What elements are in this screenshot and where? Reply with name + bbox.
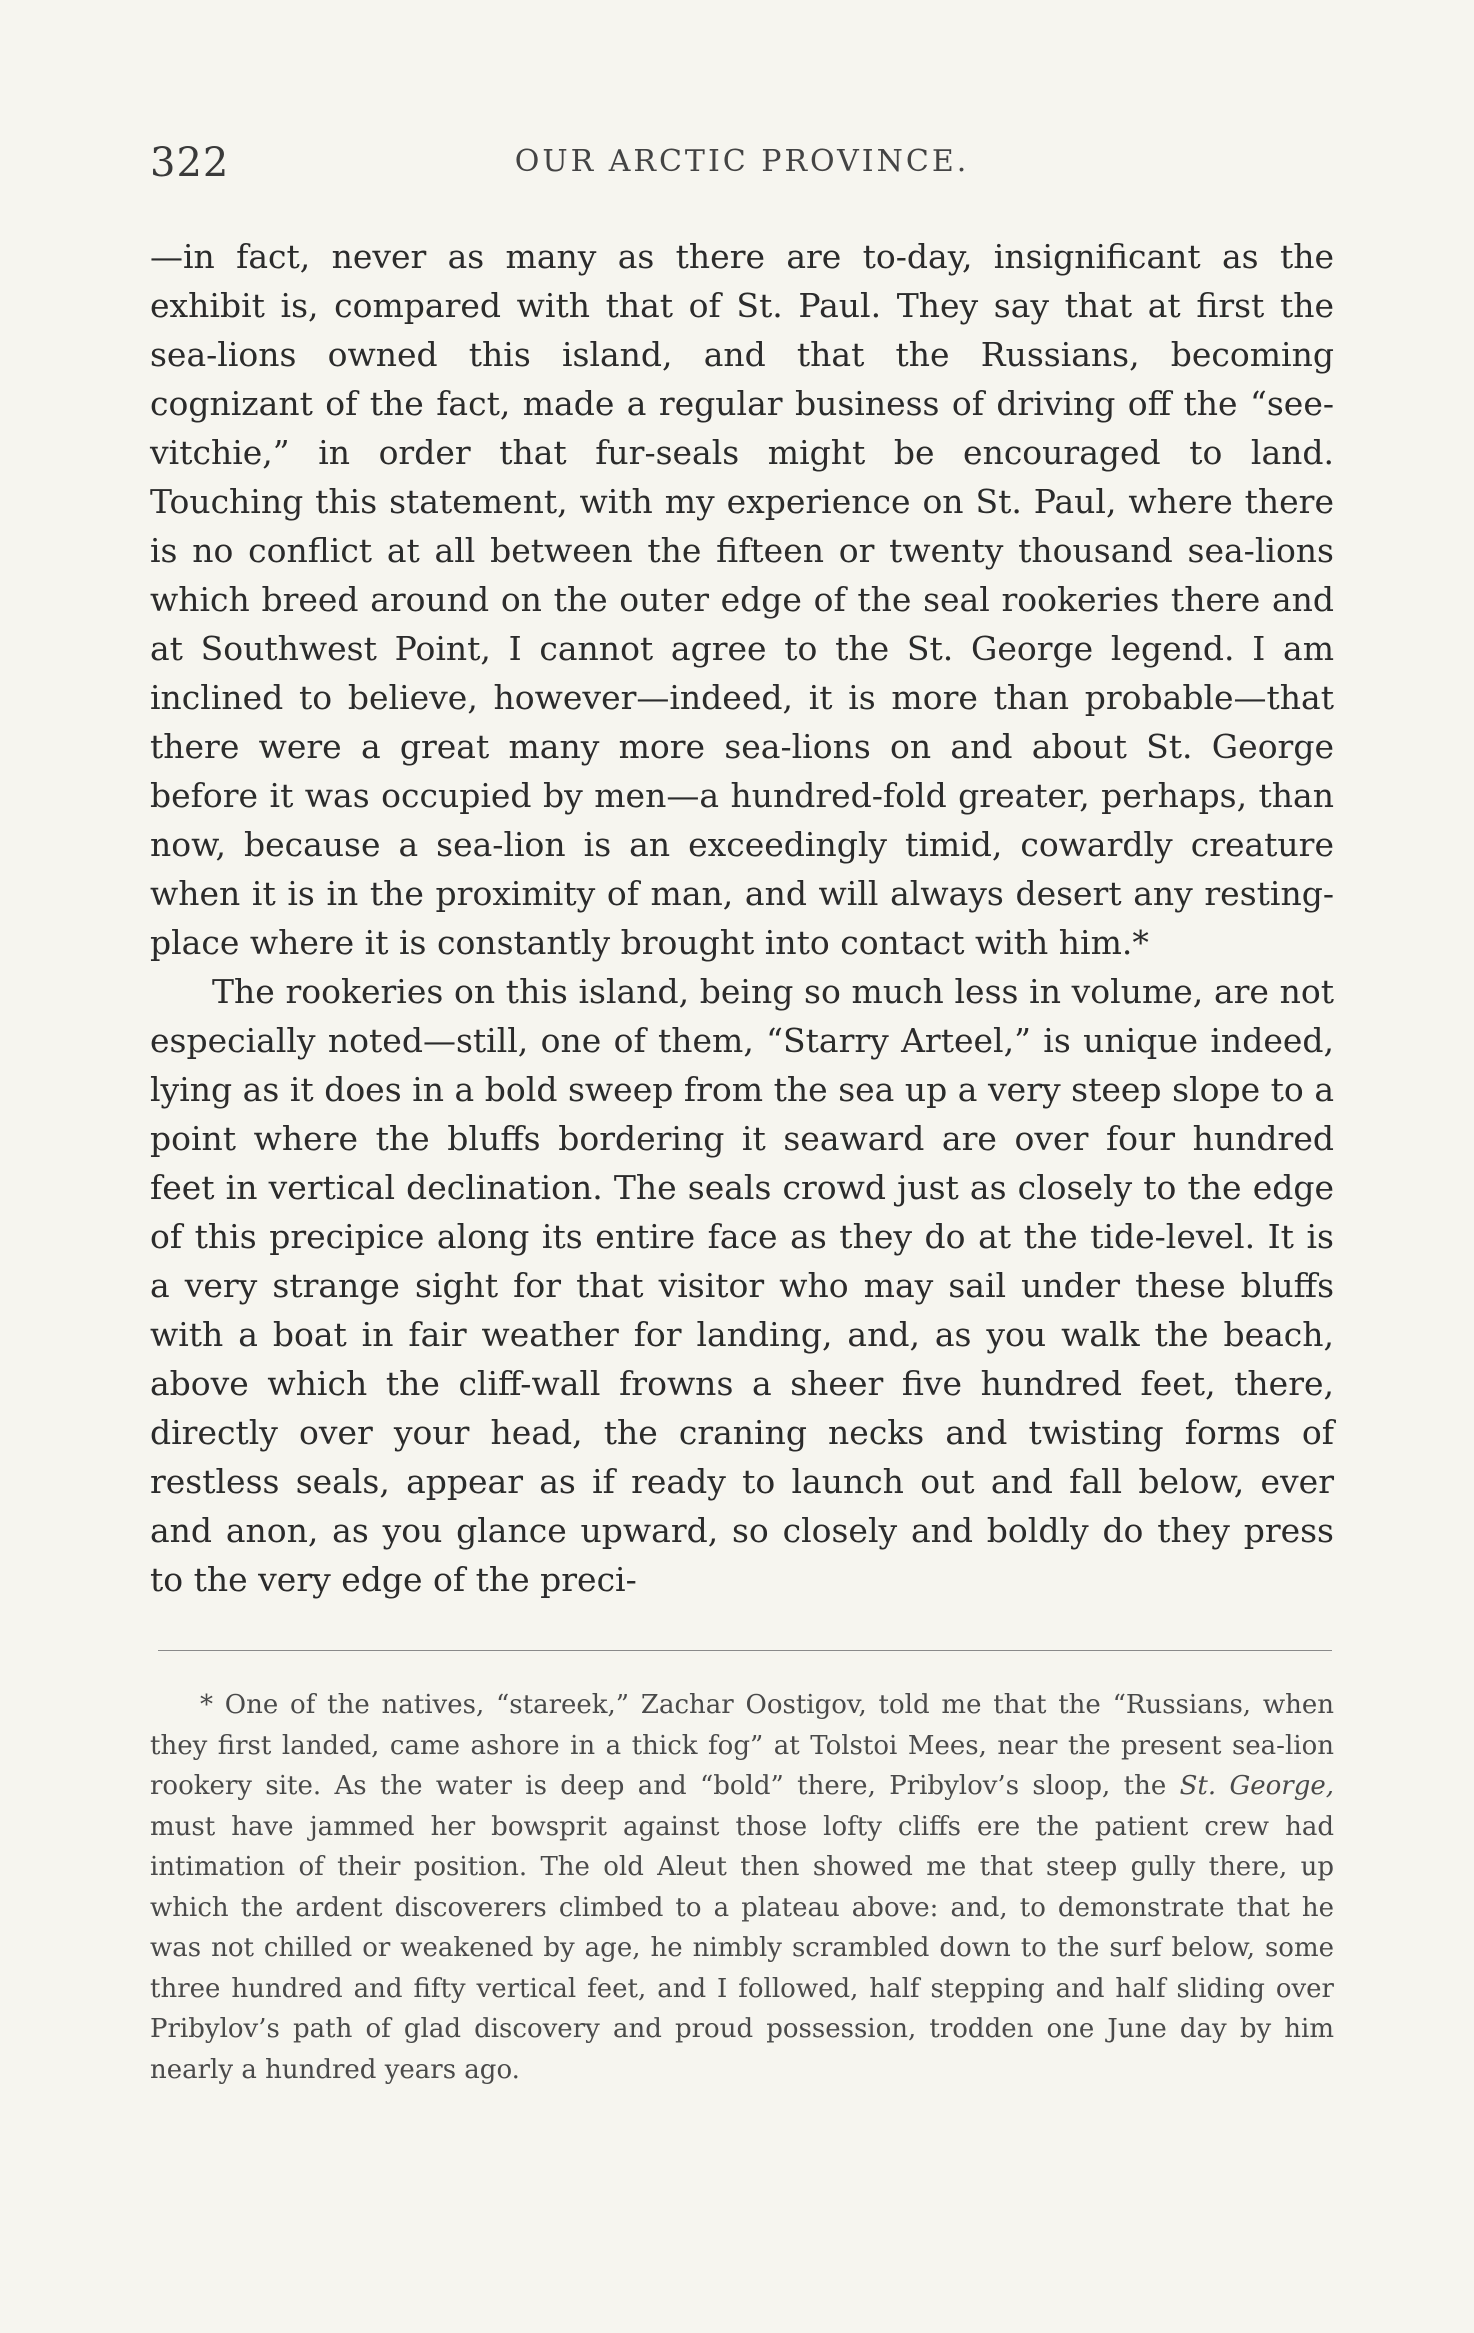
footnote-divider [158,1650,1332,1651]
paragraph: —in fact, never as many as there are to-day, insignificant as the exhibit is, compared with that of St. Paul. They say that at first the sea-lions owned this island, and that the Russians, becoming cognizant of the fact, made a regular business of driving off the “see-vitchie,” in order that fur-seals might be encouraged to land. Touching this statement, with my experience on St. Paul, where there is no conflict at all between the fifteen or twenty thousand sea-lions which breed around on the outer edge of the seal rookeries there and at Southwest Point, I cannot agree to the St. George legend. I am inclined to believe, however—indeed, it is more than probable—that there were a great many more sea-lions on and about St. George before it was occupied by men—a hundred-fold greater, perhaps, than now, because a sea-lion is an exceedingly timid, cowardly creature when it is in the proximity of man, and will always desert any resting-place where it is constantly brought into contact with him.* [150,237,1334,962]
footnote [150,1685,1334,2090]
footnote-ship-name: St. George, [1179,1771,1334,1801]
body-text [150,232,1334,1604]
page-number: 322 [150,140,230,186]
running-title: OUR ARCTIC PROVINCE. [514,144,970,179]
footnote-text: must have jammed her bowsprit against those lofty cliffs ere the patient crew had intimation of their position. The old Aleut then showed me that steep gully there, up which the ardent discoverers climbed to a plateau above: and, to demonstrate that he was not chilled or weakened by age, he nimbly scrambled down to the surf below, some three hundred and fifty vertical feet, and I followed, half stepping and half sliding over Pribylov’s path of glad discovery and proud possession, trodden one June day by him nearly a hundred years ago. [150,1811,1334,2085]
page-header [150,140,1334,184]
footnote-text: * One of the natives, “stareek,” Zachar Oostigov, told me that the “Russians, when they first landed, came ashore in a thick fog” at Tolstoi Mees, near the present sea-lion rookery site. As the water is deep and “bold” there, Pribylov’s sloop, the [150,1690,1334,1801]
paragraph: The rookeries on this island, being so much less in volume, are not especially noted—still, one of them, “Starry Arteel,” is unique indeed, lying as it does in a bold sweep from the sea up a very steep slope to a point where the bluffs bordering it seaward are over four hundred feet in vertical declination. The seals crowd just as closely to the edge of this precipice along its entire face as they do at the tide-level. It is a very strange sight for that visitor who may sail under these bluffs with a boat in fair weather for landing, and, as you walk the beach, above which the cliff-wall frowns a sheer five hundred feet, there, directly over your head, the craning necks and twisting forms of restless seals, appear as if ready to launch out and fall below, ever and anon, as you glance upward, so closely and boldly do they press to the very edge of the preci- [150,972,1334,1599]
book-page [150,140,1334,2090]
